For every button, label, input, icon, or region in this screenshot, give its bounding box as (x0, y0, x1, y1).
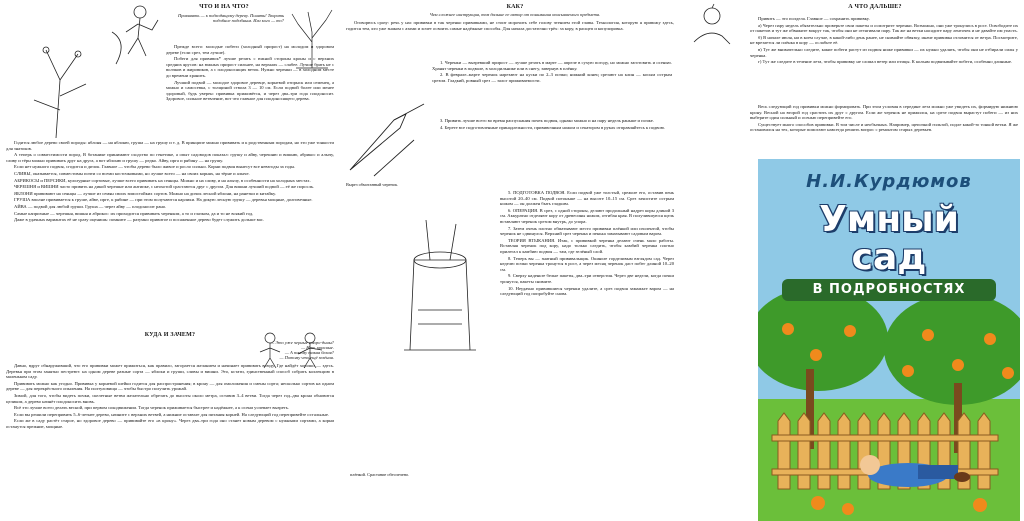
col3-p1: Привить — это полдела. Главное — сохранить прививку. (758, 16, 870, 21)
col1-p13: Даже в удачных вариантах её не сразу оценишь: помните — разумно привитое и посаженное дерево будет служить дольше вас. (14, 217, 264, 223)
col2-p7: 6. ОПЕРАЦИЯ. В срез, с одной стороны, делают продольный надрез коры длиной 3 см. Аккуратно отделяют кору от древесины ножом, отгибая края. В получившуюся щель вставляют черенок срезом внутрь, до упора. (500, 207, 674, 224)
col1-body (6, 140, 334, 224)
cover-title-line1: Умный (819, 199, 959, 240)
page-left (0, 0, 340, 521)
couple-figures-illustration (250, 330, 338, 370)
col3-header (780, 4, 970, 10)
col2-p8: 7. Затем очень плотно обматывают место прививки плёнкой или изолентой, чтобы черенок не сдвинулся. Верхний срез черенка и пенька замазывают садовым варом. (500, 225, 674, 237)
col2-steps-right (500, 190, 674, 298)
col3-p4: в) Тут же внимательно следите, какие побеги растут из подвоя ниже прививки — их нужно удалять, чтобы они не отбирали силы у черенка. (750, 46, 1018, 58)
cover-author: Н.И.Курдюмов (806, 171, 972, 192)
grafting-knife-illustration (344, 100, 430, 180)
col3-body2 (750, 104, 1018, 134)
col1-p4: А теперь о совместимости пород. В ботанике принимают сходство по генетике, а опыт садоводов показал: грушу и айву, черешню и вишню, абрикос и алычу, сливу и тёрн можно прививать друг на друга, а вот яблоню и грушу — редко. Айву, ирга и рябину — на грушу. (6, 152, 334, 163)
col2-heading: КАК? (506, 4, 524, 10)
col1-p12: Самые капризные — черешня, вишня и абрикос: их приходится прививать черенком, а то и глазком, да и то не всякий год. (14, 210, 254, 216)
col1-p7: АБРИКОСЫ и ПЕРСИКИ, культурные сортовые, лучше всего прививать на сеянцы. Можно и на сливу, и на алычу, в особенности на холодных местах. (14, 177, 311, 183)
cover-title-line2: сад (851, 237, 927, 278)
col2-intro (346, 20, 674, 32)
col1-p11: АЙВА — подвой для любой груши. Груша — через айву — плодоносит рано. (14, 203, 167, 209)
col2-caption1: Вырез обмотанный черенок. (346, 182, 399, 187)
col3-p3: б) В начале июля, ни в коем случае, в какой-либо день ранее, не снимайте обвязку, иначе прививка отломится от ветра. Посмотрите, не врезается ли плёнка в кору — ослабьте её. (750, 34, 1018, 46)
col1-intro-block (166, 44, 334, 103)
col2-p3: 2. В феврале–марте черенок нарезают на куски по 2–3 почки; нижний конец срезают на клин — косым острым срезом. Гладкий, ровный срез — залог приживаемости. (432, 72, 672, 83)
stump-graft-illustration (390, 200, 490, 360)
col1-p6: СЛИВЫ, оказывается, совместимы почти со всеми косточковыми, но лучше всего — на своих корнях, на тёрне и алыче. (14, 170, 250, 176)
col1-p14: Давно, вдруг обнаруживший, что его прививки может прижиться, как правило, загорается желанием и начинает прививать всюду. Где найдёт хорошо — здесь. Деревья при этом занятно пестреют: на одном дереве разные сорта — яблоки и груши, сливы и вишни. Это, кстати, единственный способ собрать коллекцию в маленьком саду. (6, 363, 334, 380)
col1-p10: ГРУША вполне прививается к груше, айве, иргe, к рябине — при этом получаются карлики. На дикую лесную грушу — деревья мощные, долговечные. (14, 197, 313, 203)
col2-p1: Оговорюсь сразу: речь у нас прививки в так черенко прививками, не стоит морочить себе голову чтением этой главы. Технология, которую я привожу здесь, годится тем, кто уже знаком с азами и хочет освоить самые надёжные способы. Для начала достаточно трёх: за кору, в расщеп и копулировка. (346, 20, 674, 31)
col1-p16: Зимой, для того, чтобы видеть почки, скелетные ветви желательно обрезать до высоты около метра, оставив 3–4 ветви. Тогда через год–два крона обновится целиком, а дерево начнёт плодоносить вновь. (6, 392, 334, 404)
col2-header (370, 4, 660, 17)
grafter-figure-illustration (108, 2, 166, 68)
col2-p11: 9. Сверху наденьте белые пакеты, два–три отверстия. Через две недели, когда почки тронутся, пакеты снимите. (500, 273, 674, 284)
hand-holding-apple-illustration (688, 2, 734, 46)
cover-title (758, 201, 1020, 277)
col2-p6: 5. ПОДГОТОВКА ПОДВОЯ. Если подвой уже толстый, срежьте его, оставив пень высотой 20–40 см. Подвой потоньше — на высоте 10–15 см. Срез зачистите острым ножом — он должен быть гладким. (500, 190, 674, 207)
col2-p5: 4. Берете все подготовленные принадлежности, прививочным ножом и секатором в руках отправляйтесь к подвою. (440, 124, 666, 130)
col1-p17: Всё это лучше всего делать весной, при первом сокодвижении. Тогда черенок приживается быстрее и надёжнее, а к осени успевает вызреть. (14, 405, 289, 411)
col2-steps-mid (432, 118, 672, 131)
col3-p5: г) Тут же следите в течение лета, чтобы прививку не сломал ветер или птицы. К кольям подвязывайте побеги, особенно длинные. (758, 59, 1013, 65)
col3-heading: А ЧТО ДАЛЬШЕ? (848, 4, 902, 10)
col1-heading2: КУДА И ЗАЧЕМ? (144, 332, 196, 338)
col1-p5: Если нет нужного подвоя, сгодится и дичок. Главное — чтобы дерево было живое и росло сильно. Корни подвоя вынесут все невзгоды за годы. (14, 164, 296, 170)
col3-p2: а) Через пару недель обязательно проверьте свои пакеты и осмотрите черенки. Возможно, они уже тронулись в рост. Освободите их от пакетов и тут же обвяжите вокруг так, чтобы они не оттягивали пару. Так же на ветки насадите пару ленточек и не давайте им упасть. (750, 22, 1018, 34)
col1-intro-lead: Прежде всего: молодые побеги (холодный прирост) на молодом и здоровом дереве (если срез, тем лучше). (166, 44, 334, 55)
col1-p9: ЯБЛОНИ прививают на сеянцы — лучше из семян своих зимостойких сортов. Можно на дичок лесной яблони, на ранетки и китайку. (14, 190, 277, 196)
cover-subtitle: В ПОДРОБНОСТЯХ (782, 279, 996, 301)
page-middle (340, 0, 680, 521)
col2-p9: ТЕОРИЯ ВТЫКАНИЯ. Итак, с прививкой черенка делают очень мало работы. Вставляя черенок под кору, надо только следить, чтобы камбий черенка плотно прилегал к камбию подвоя — там, где зелёный слой. (500, 237, 674, 254)
col2-p12: 10. Неудачно привившиеся черенки удалите, а срез подвоя замажьте варом — на следующий год попробуйте снова. (500, 285, 674, 297)
col1-p15: Прививать можно как угодно. Прививка у корневой шейки годится для распространения; в крону — для омоложения и смены сорта; несколько сортов на одном дереве — для перекрёстного опыления. На полтуловища — чтобы быстро получить урожай. (6, 380, 334, 392)
col1-p1: Побеги для прививок* лучше резать с южной стороны кроны и с верхних средних ярусов: на южных прирост сильнее, на верхних — слабее. Лучше брать не с волчков и жировиков, а с плодоносящих веток. Нужно черенки — в холодном месте до времени хранить. (166, 56, 334, 78)
col1-epigraph: Прививать — к подходящему дереву. Понять! Творить подобное подобным. Или кого — то? (178, 13, 284, 23)
col1-header (164, 4, 284, 23)
col3-p6: Весь следующий год прививки можно формировать. При этом условия в середине лета можно уже увидеть их, формирую нижнюю крону. Весной на второй год срастить их друг с другом. Если же черенок не прижился, на срезе подвоя вырастут побеги — из них выберите один сильный и осенью перепривейте его. (750, 104, 1018, 121)
col1-heading: ЧТО И НА ЧТО? (199, 4, 249, 10)
col2-steps-top (432, 60, 672, 84)
col1-p8: ЧЕРЕШНЯ и ВИШНИ часто привить на дикой черешне или антипке, с неохотой срастаются друг с другом. Для вишни лучший подвой — её же поросль. (14, 184, 315, 190)
col1-p19: Если же в саду растёт старое, но здоровое дерево — прививайте его «в крону». Через два–три года оно станет новым деревом с нужными сортами, а корни останутся прежние, мощные. (6, 418, 334, 429)
col1-left-illustrations (6, 40, 106, 140)
col1-epigraph2: — Это уже черные сморо-дины? — Нет, красные. — А почему такая белая? — Потому что ещё зелёная. (270, 340, 334, 360)
book-cover (758, 159, 1020, 521)
col2-p4: 3. Привить лучше всего во время распускания почек подвоя, однако можно и на пару недель раньше и позже. (440, 118, 654, 123)
col1-p3: Годится любое дерево своей породы: яблоня — на яблоню, груша — на грушу и т. д. В принципе можно прививать и к родственным породам, но это уже тонкости для знатоков. (6, 140, 334, 151)
col2-caption2: плёнкой. Срастание обеспечено. (350, 472, 410, 477)
col2-epigraph: Чем сложнее инструкция, тем дальше ее автор от понимания описываемого предмета. (429, 12, 601, 17)
col2-p2: 1. Черенки — вызревший прирост — лучше резать в марте — апреле в сухую погоду, но можно заготовить и осенью. Хранят черенки в подвале, в холодильнике или в снегу, завернув в плёнку. (432, 60, 672, 71)
grafted-branch-illustration (16, 40, 116, 140)
col1-p2: Лучший подвой — молодое здоровое деревце, корневой отпрыск или семенец, а можно и самосевка, с толщиной ствола 3 — 10 см. Если подвой более или менее здоровый, будь уверен: прививка приживётся, и через два–три года плодоносит. Здоровое, сильное ветвление, вот что главное для плодоносящего дерева. (166, 79, 334, 102)
col3-body (750, 16, 1018, 66)
col3-p7: Существует много способов прививки. В том числе и необычных. Например, щепочной гильзой, подле какой-то тонкой ветки. Я же остановился на тех, которые помогают навсегда решить вопрос с ремонтом старых деревьев. (750, 121, 1018, 133)
col1-p18: Если вы решили перепривить 5–6-летнее дерево, начните с верхних ветвей, а нижние оставьте для питания корней. На следующий год перепривейте остальные. (14, 411, 330, 417)
col2-p10: 8. Теперь вы — знатный прививальщик. Окиньте горделивым взглядом сад. Через неделю почки черенка тронутся в рост, а через месяц черенок даст побег длиной 10–20 см. (500, 255, 674, 272)
